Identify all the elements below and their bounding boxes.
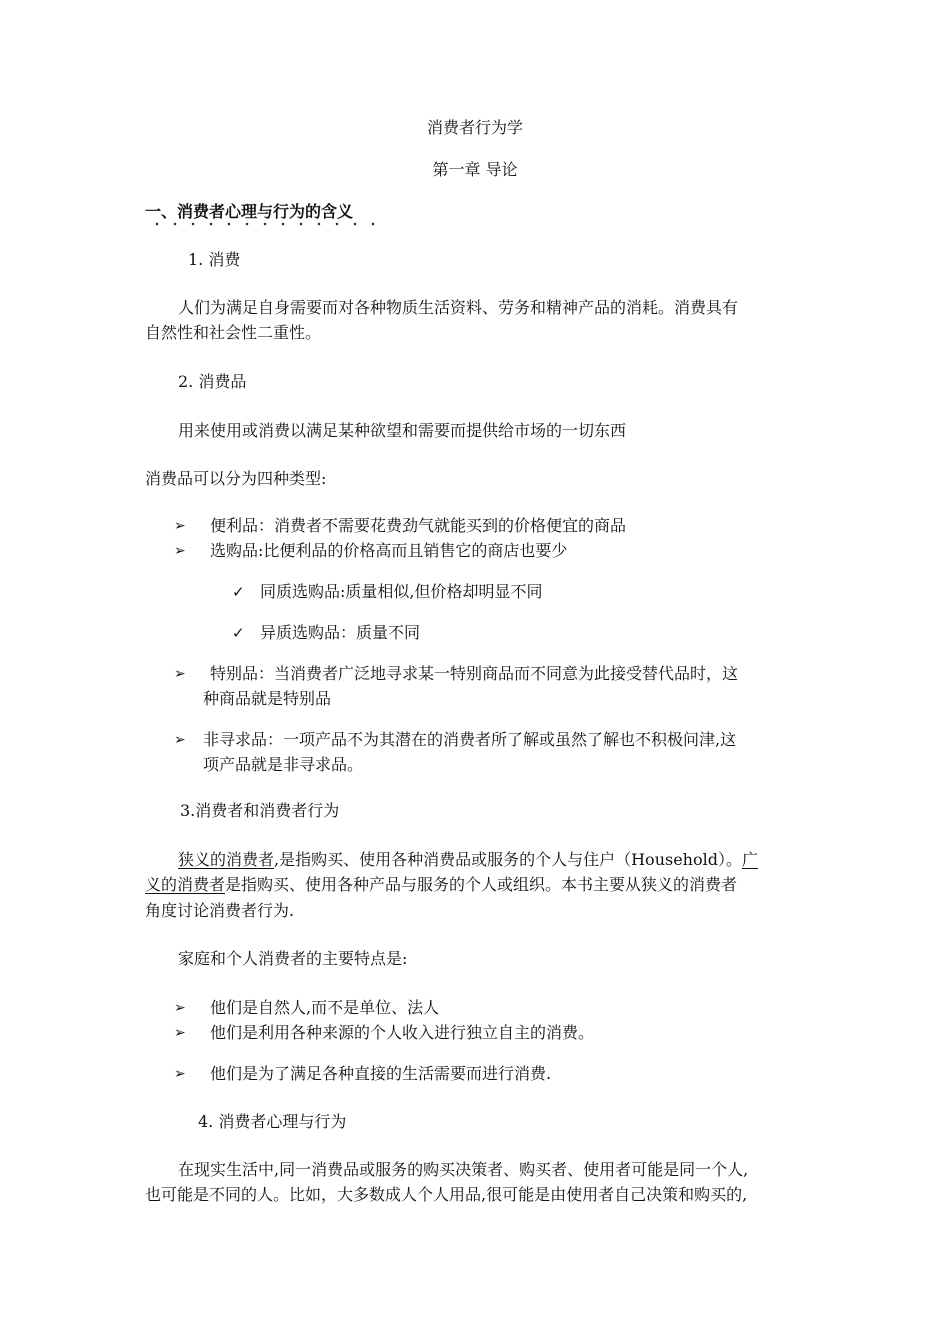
list-item: 选购品:比便利品的价格高而且销售它的商店也要少 — [210, 541, 568, 560]
emphasis-dots — [148, 222, 376, 226]
arrow-bullet-icon: ➢ — [174, 543, 186, 559]
chapter-title: 第一章 导论 — [432, 160, 518, 179]
arrow-bullet-icon: ➢ — [174, 732, 186, 748]
check-icon: ✓ — [232, 583, 245, 601]
paragraph-line: 消费品可以分为四种类型: — [145, 469, 327, 488]
list-item-continued: 项产品就是非寻求品。 — [203, 755, 364, 774]
arrow-bullet-icon: ➢ — [174, 1000, 186, 1016]
list-item: 他们是利用各种来源的个人收入进行独立自主的消费。 — [210, 1023, 595, 1042]
paragraph-line: 用来使用或消费以满足某种欲望和需要而提供给市场的一切东西 — [178, 421, 627, 440]
list-item: 特别品：当消费者广泛地寻求某一特别商品而不同意为此接受替代品时，这 — [210, 664, 739, 683]
paragraph-line: 自然性和社会性二重性。 — [145, 323, 322, 342]
subheading-consumption: 1. 消费 — [188, 250, 241, 269]
list-item: 便利品：消费者不需要花费劲气就能买到的价格便宜的商品 — [210, 516, 627, 535]
list-item: 异质选购品：质量不同 — [260, 623, 421, 642]
subheading-consumer-goods: 2. 消费品 — [178, 372, 247, 391]
list-item: 他们是为了满足各种直接的生活需要而进行消费. — [210, 1064, 552, 1083]
arrow-bullet-icon: ➢ — [174, 518, 186, 534]
arrow-bullet-icon: ➢ — [174, 1066, 186, 1082]
paragraph-line: 人们为满足自身需要而对各种物质生活资料、劳务和精神产品的消耗。消费具有 — [178, 298, 739, 317]
section-heading: 一、消费者心理与行为的含义 — [145, 202, 354, 221]
paragraph-line: 义的消费者是指购买、使用各种产品与服务的个人或组织。本书主要从狭义的消费者 — [145, 875, 738, 894]
list-item: 非寻求品：一项产品不为其潜在的消费者所了解或虽然了解也不积极问津,这 — [203, 730, 737, 749]
arrow-bullet-icon: ➢ — [174, 1025, 186, 1041]
paragraph-line: 在现实生活中,同一消费品或服务的购买决策者、购买者、使用者可能是同一个人, — [178, 1160, 749, 1179]
list-item-continued: 种商品就是特别品 — [203, 689, 332, 708]
underlined-term: 义的消费者 — [145, 875, 226, 894]
list-item: 同质选购品:质量相似,但价格却明显不同 — [260, 582, 543, 601]
arrow-bullet-icon: ➢ — [174, 666, 186, 682]
list-item: 他们是自然人,而不是单位、法人 — [210, 998, 440, 1017]
paragraph-line: 也可能是不同的人。比如，大多数成人个人用品,很可能是由使用者自己决策和购买的, — [145, 1185, 748, 1204]
underlined-term: 广 — [741, 850, 758, 869]
check-icon: ✓ — [232, 624, 245, 642]
underlined-term: 狭义的消费者 — [178, 850, 275, 869]
paragraph-line: 角度讨论消费者行为. — [145, 901, 295, 920]
paragraph-line: 家庭和个人消费者的主要特点是: — [178, 949, 408, 968]
subheading-consumer-behavior: 3.消费者和消费者行为 — [180, 801, 340, 820]
document-title: 消费者行为学 — [426, 118, 523, 137]
subheading-psychology: 4. 消费者心理与行为 — [198, 1112, 347, 1131]
paragraph-line: 狭义的消费者,是指购买、使用各种消费品或服务的个人与住户（Household）。广 — [178, 850, 758, 869]
